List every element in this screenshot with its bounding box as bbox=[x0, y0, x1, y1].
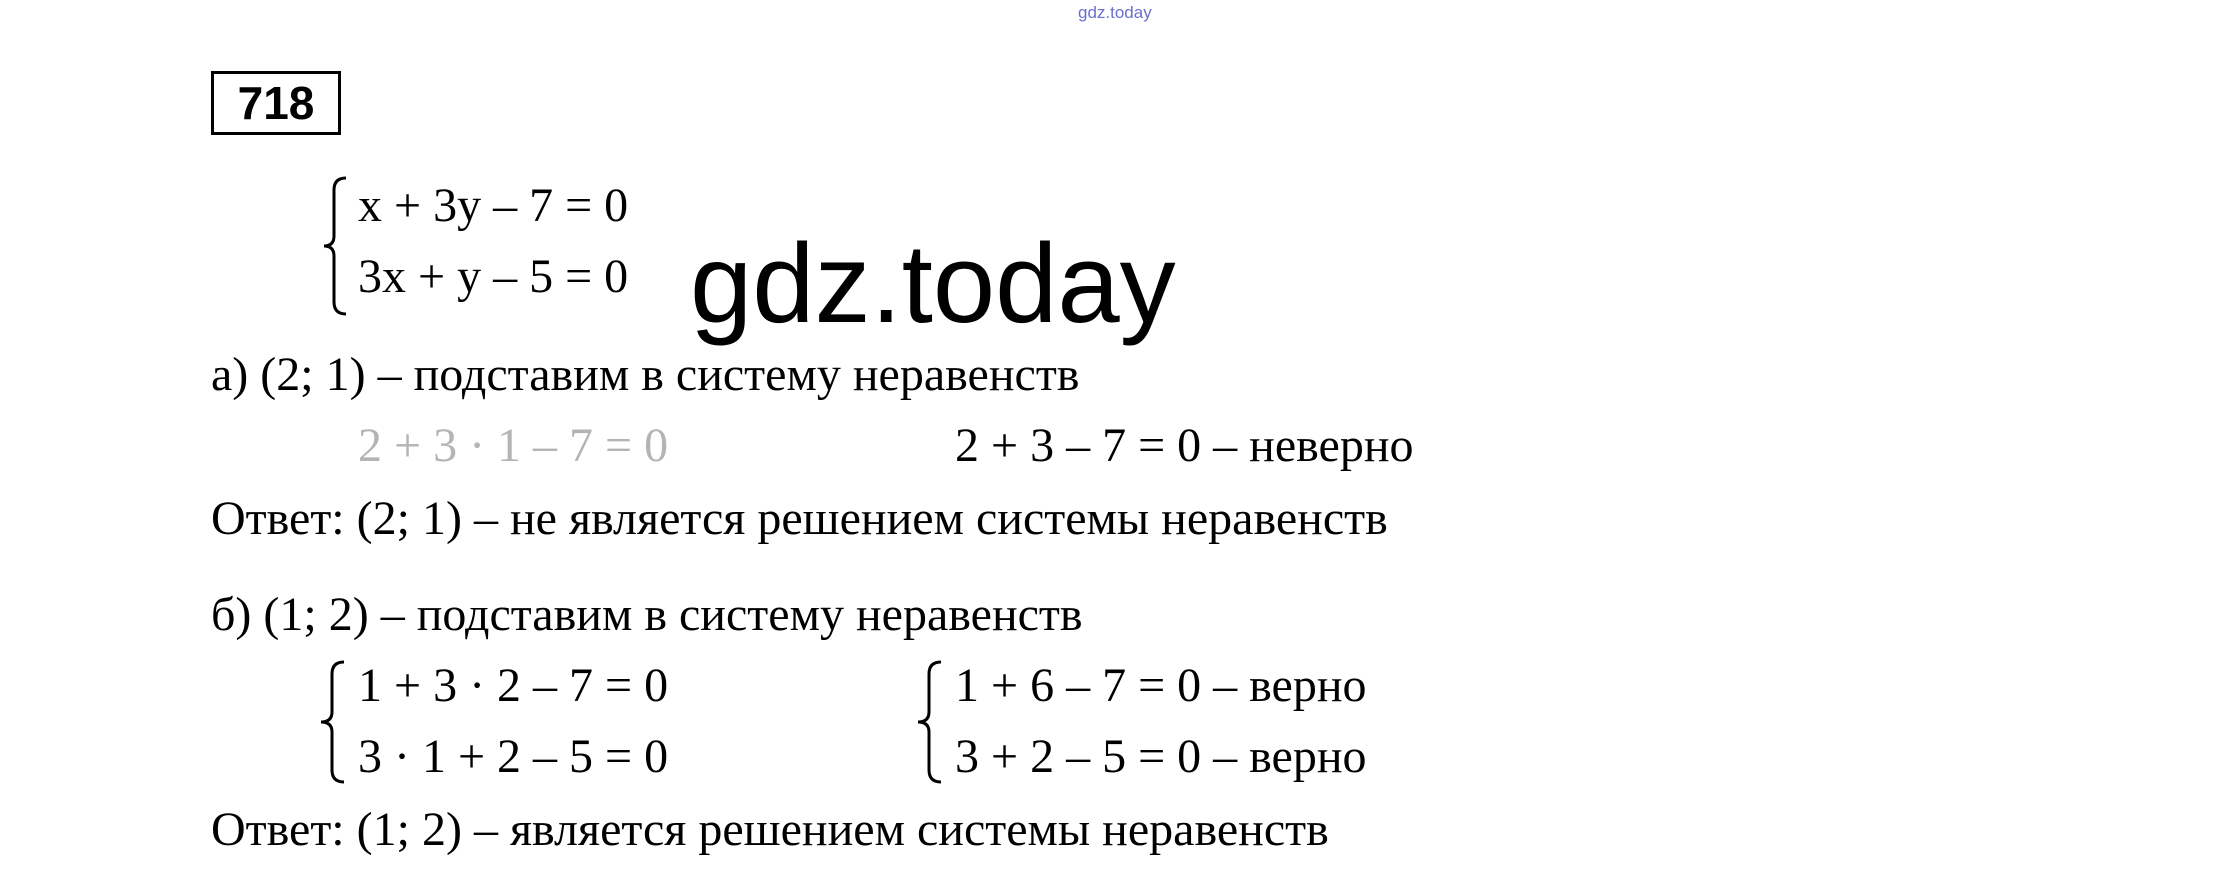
part-a-check-2: 2 + 3 – 7 = 0 – неверно bbox=[955, 419, 1414, 472]
system-brace bbox=[322, 176, 352, 316]
part-b-left-eq-2: 3 · 1 + 2 – 5 = 0 bbox=[358, 730, 669, 783]
top-watermark: gdz.today bbox=[1078, 3, 1152, 22]
system-equation-2: 3x + y – 5 = 0 bbox=[358, 250, 629, 303]
center-watermark: gdz.today bbox=[690, 221, 1176, 346]
part-b-right-eq-2: 3 + 2 – 5 = 0 – верно bbox=[955, 730, 1367, 783]
part-b-answer: Ответ: (1; 2) – является решением системы неравенств bbox=[211, 803, 1329, 856]
part-b-header: б) (1; 2) – подставим в систему неравенств bbox=[211, 588, 1083, 641]
part-b-left-eq-1: 1 + 3 · 2 – 7 = 0 bbox=[358, 659, 669, 712]
part-a-answer: Ответ: (2; 1) – не является решением системы неравенств bbox=[211, 492, 1388, 545]
part-a-header: а) (2; 1) – подставим в систему неравенств bbox=[211, 348, 1080, 401]
task-number: 718 bbox=[237, 77, 315, 129]
task-number-box bbox=[211, 71, 341, 135]
system-equation-1: x + 3y – 7 = 0 bbox=[358, 179, 629, 232]
part-a-check-1: 2 + 3 · 1 – 7 = 0 bbox=[358, 419, 669, 472]
part-b-right-eq-1: 1 + 6 – 7 = 0 – верно bbox=[955, 659, 1367, 712]
part-b-left-brace bbox=[318, 660, 348, 785]
part-b-right-brace bbox=[915, 660, 945, 785]
